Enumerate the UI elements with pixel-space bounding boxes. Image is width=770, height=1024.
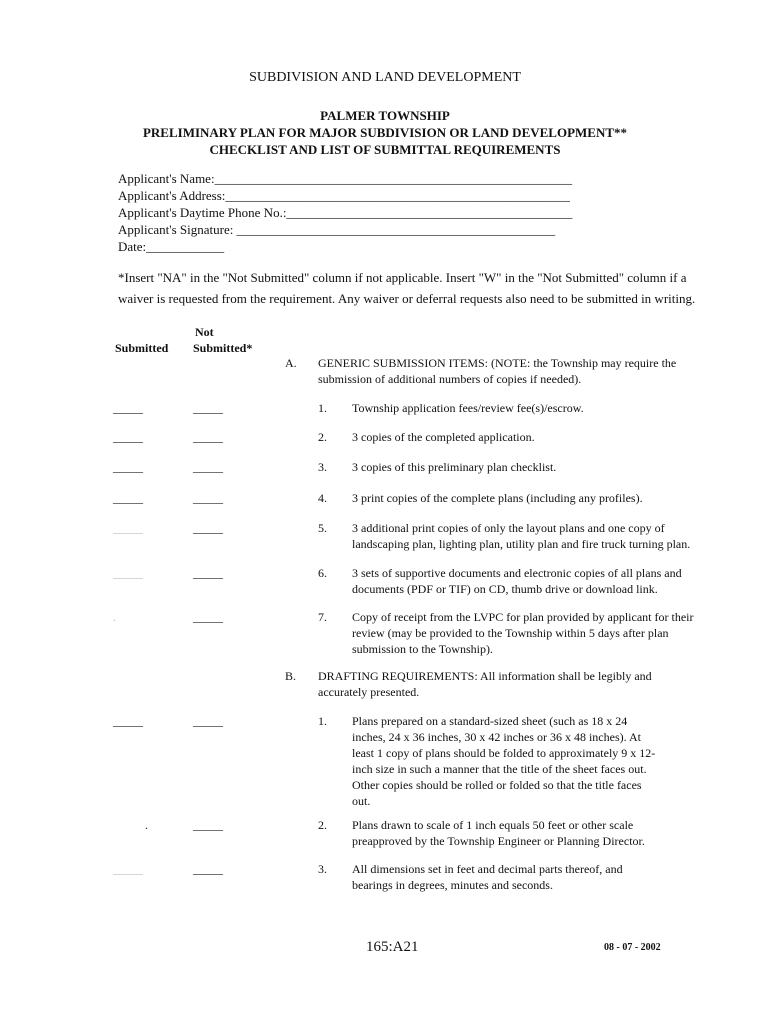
submitted-blank[interactable]: _____ [113,401,143,415]
section-a-title: GENERIC SUBMISSION ITEMS: (NOTE: the Township may require the submission of additional numbers of copies if needed). [318,356,677,386]
plan-title: PRELIMINARY PLAN FOR MAJOR SUBDIVISION OR LAND DEVELOPMENT** [142,125,628,140]
item-number: 5. [318,521,327,535]
submitted-blank[interactable]: _____ [113,714,143,728]
not-submitted-blank[interactable]: _____ [193,521,223,535]
item-text: 3 sets of supportive documents and electronic copies of all plans and documents (PDF or TIF) on CD, thumb drive or download link. [352,566,682,596]
not-submitted-blank[interactable]: _____ [193,491,223,505]
not-submitted-column-header [193,324,252,356]
item-number: 3. [318,862,327,876]
submitted-blank[interactable]: . [113,610,116,624]
instructions-note: *Insert "NA" in the "Not Submitted" column if not applicable. Insert "W" in the "Not Submitted" column if a waiver is requested from the requirement. Any waiver or deferral requests also need to be submitted in writing. [118,270,696,306]
applicant-name-field[interactable]: Applicant's Name:_______________________________________________________ [118,171,573,186]
not-submitted-blank[interactable]: _____ [193,401,223,415]
item-number: 2. [318,430,327,444]
submitted-column-header: Submitted [115,341,169,355]
applicant-info [118,170,572,255]
item-text: Plans prepared on a standard-sized sheet (such as 18 x 24 inches, 24 x 36 inches, 30 x 42 inches or 36 x 48 inches). At least 1 copy of plans should be folded to approximately 9 x 12-inch size in such a manner that the title of the sheet faces out. Other copies should be rolled or folded so that the title faces out. [352,714,656,808]
item-text: Township application fees/review fee(s)/escrow. [352,401,584,415]
not-submitted-blank[interactable]: _____ [193,862,223,876]
item-text: 3 copies of the completed application. [352,430,535,444]
section-b-letter: B. [285,669,297,683]
not-submitted-blank[interactable]: _____ [193,818,223,832]
submitted-blank[interactable]: _____ [113,491,143,505]
section-a-letter: A. [285,356,297,370]
page-number: 165:A21 [366,939,419,955]
not-submitted-blank[interactable]: _____ [193,430,223,444]
item-number: 1. [318,714,327,728]
item-text: 3 additional print copies of only the layout plans and one copy of landscaping plan, lighting plan, utility plan and fire truck turning plan. [352,521,691,551]
not-submitted-blank[interactable]: _____ [193,610,223,624]
submitted-blank[interactable]: _____ [113,566,143,580]
applicant-address-field[interactable]: Applicant's Address:_____________________________________________________ [118,188,570,203]
item-number: 6. [318,566,327,580]
submitted-blank[interactable]: _____ [113,521,143,535]
item-number: 4. [318,491,327,505]
item-number: 2. [318,818,327,832]
item-text: All dimensions set in feet and decimal parts thereof, and bearings in degrees, minutes and seconds. [352,862,623,892]
item-number: 3. [318,460,327,474]
item-text: 3 copies of this preliminary plan checklist. [352,460,557,474]
document-title-block [0,107,770,158]
applicant-signature-field[interactable]: Applicant's Signature: _________________________________________________ [118,222,556,237]
revision-date: 08 - 07 - 2002 [604,942,661,953]
item-number: 7. [318,610,327,624]
submitted-blank[interactable]: _____ [113,862,143,876]
submitted-blank[interactable]: _____ [113,430,143,444]
item-text: Plans drawn to scale of 1 inch equals 50 feet or other scale preapproved by the Township Engineer or Planning Director. [352,818,645,848]
item-text: Copy of receipt from the LVPC for plan provided by applicant for their review (may be provided to the Township within 5 days after plan submission to the Township). [352,610,694,656]
submitted-blank[interactable]: _____ [113,460,143,474]
applicant-date-field[interactable]: Date:____________ [118,239,225,254]
township-name: PALMER TOWNSHIP [320,108,450,123]
not-submitted-blank[interactable]: _____ [193,460,223,474]
document-category-heading: SUBDIVISION AND LAND DEVELOPMENT [249,70,521,85]
submitted-blank[interactable]: . [145,818,148,832]
applicant-phone-field[interactable]: Applicant's Daytime Phone No.:____________________________________________ [118,205,573,220]
not-submitted-blank[interactable]: _____ [193,714,223,728]
not-submitted-blank[interactable]: _____ [193,566,223,580]
not-submitted-header-line1: Not [195,325,214,339]
item-text: 3 print copies of the complete plans (including any profiles). [352,491,643,505]
not-submitted-header-line2: Submitted* [193,341,253,355]
section-b-title: DRAFTING REQUIREMENTS: All information shall be legibly and accurately presented. [318,669,652,699]
item-number: 1. [318,401,327,415]
checklist-title: CHECKLIST AND LIST OF SUBMITTAL REQUIREMENTS [209,142,561,157]
